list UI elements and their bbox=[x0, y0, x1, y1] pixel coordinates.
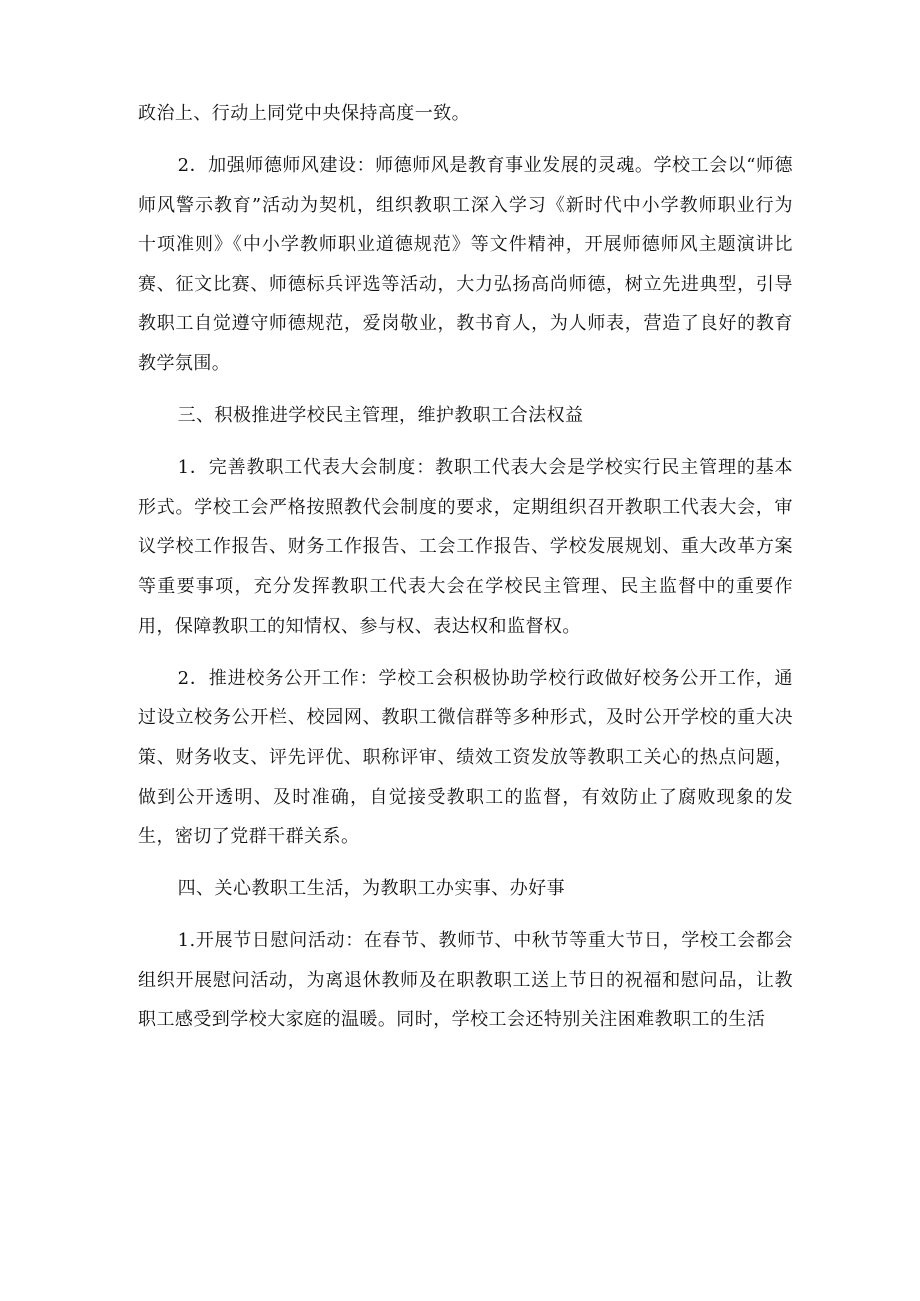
paragraph-continuation: 政治上、行动上同党中央保持高度一致。 bbox=[138, 103, 471, 124]
paragraph-holiday-visits: 1.开展节日慰问活动：在春节、教师节、中秋节等重大节日，学校工会都会组织开展慰问活动，为离退休教师及在职教职工送上节日的祝福和慰问品，让教职工感受到学校大家庭的温暖。同时，学校工会还特别关注困难教职工的生活 bbox=[138, 930, 793, 1031]
section-heading-democratic-management: 三、积极推进学校民主管理，维护教职工合法权益 bbox=[177, 405, 584, 427]
paragraph-teacher-ethics: 2．加强师德师风建设：师德师风是教育事业发展的灵魂。学校工会以“师德师风警示教育”活动为契机，组织教职工深入学习《新时代中小学教师职业行为十项准则》《中小学教师职业道德规范》等文件精神，开展师德师风主题演讲比赛、征文比赛、师德标兵评选等活动，大力弘扬高尚师德，树立先进典型，引导教职工自觉遵守师德规范，爱岗敬业，教书育人，为人师表，营造了良好的教育教学氛围。 bbox=[138, 155, 793, 375]
section-heading-staff-welfare: 四、关心教职工生活，为教职工办实事、办好事 bbox=[177, 878, 566, 900]
document-body bbox=[138, 94, 793, 1040]
paragraph-affairs-disclosure: 2．推进校务公开工作：学校工会积极协助学校行政做好校务公开工作，通过设立校务公开栏、校园网、教职工微信群等多种形式，及时公开学校的重大决策、财务收支、评先评优、职称评审、绩效工资发放等教职工关心的热点问题，做到公开透明、及时准确，自觉接受教职工的监督，有效防止了腐败现象的发生，密切了党群干群关系。 bbox=[138, 667, 793, 848]
paragraph-staff-congress: 1．完善教职工代表大会制度：教职工代表大会是学校实行民主管理的基本形式。学校工会严格按照教代会制度的要求，定期组织召开教职工代表大会，审议学校工作报告、财务工作报告、工会工作报告、学校发展规划、重大改革方案等重要事项，充分发挥教职工代表大会在学校民主管理、民主监督中的重要作用，保障教职工的知情权、参与权、表达权和监督权。 bbox=[138, 457, 793, 637]
